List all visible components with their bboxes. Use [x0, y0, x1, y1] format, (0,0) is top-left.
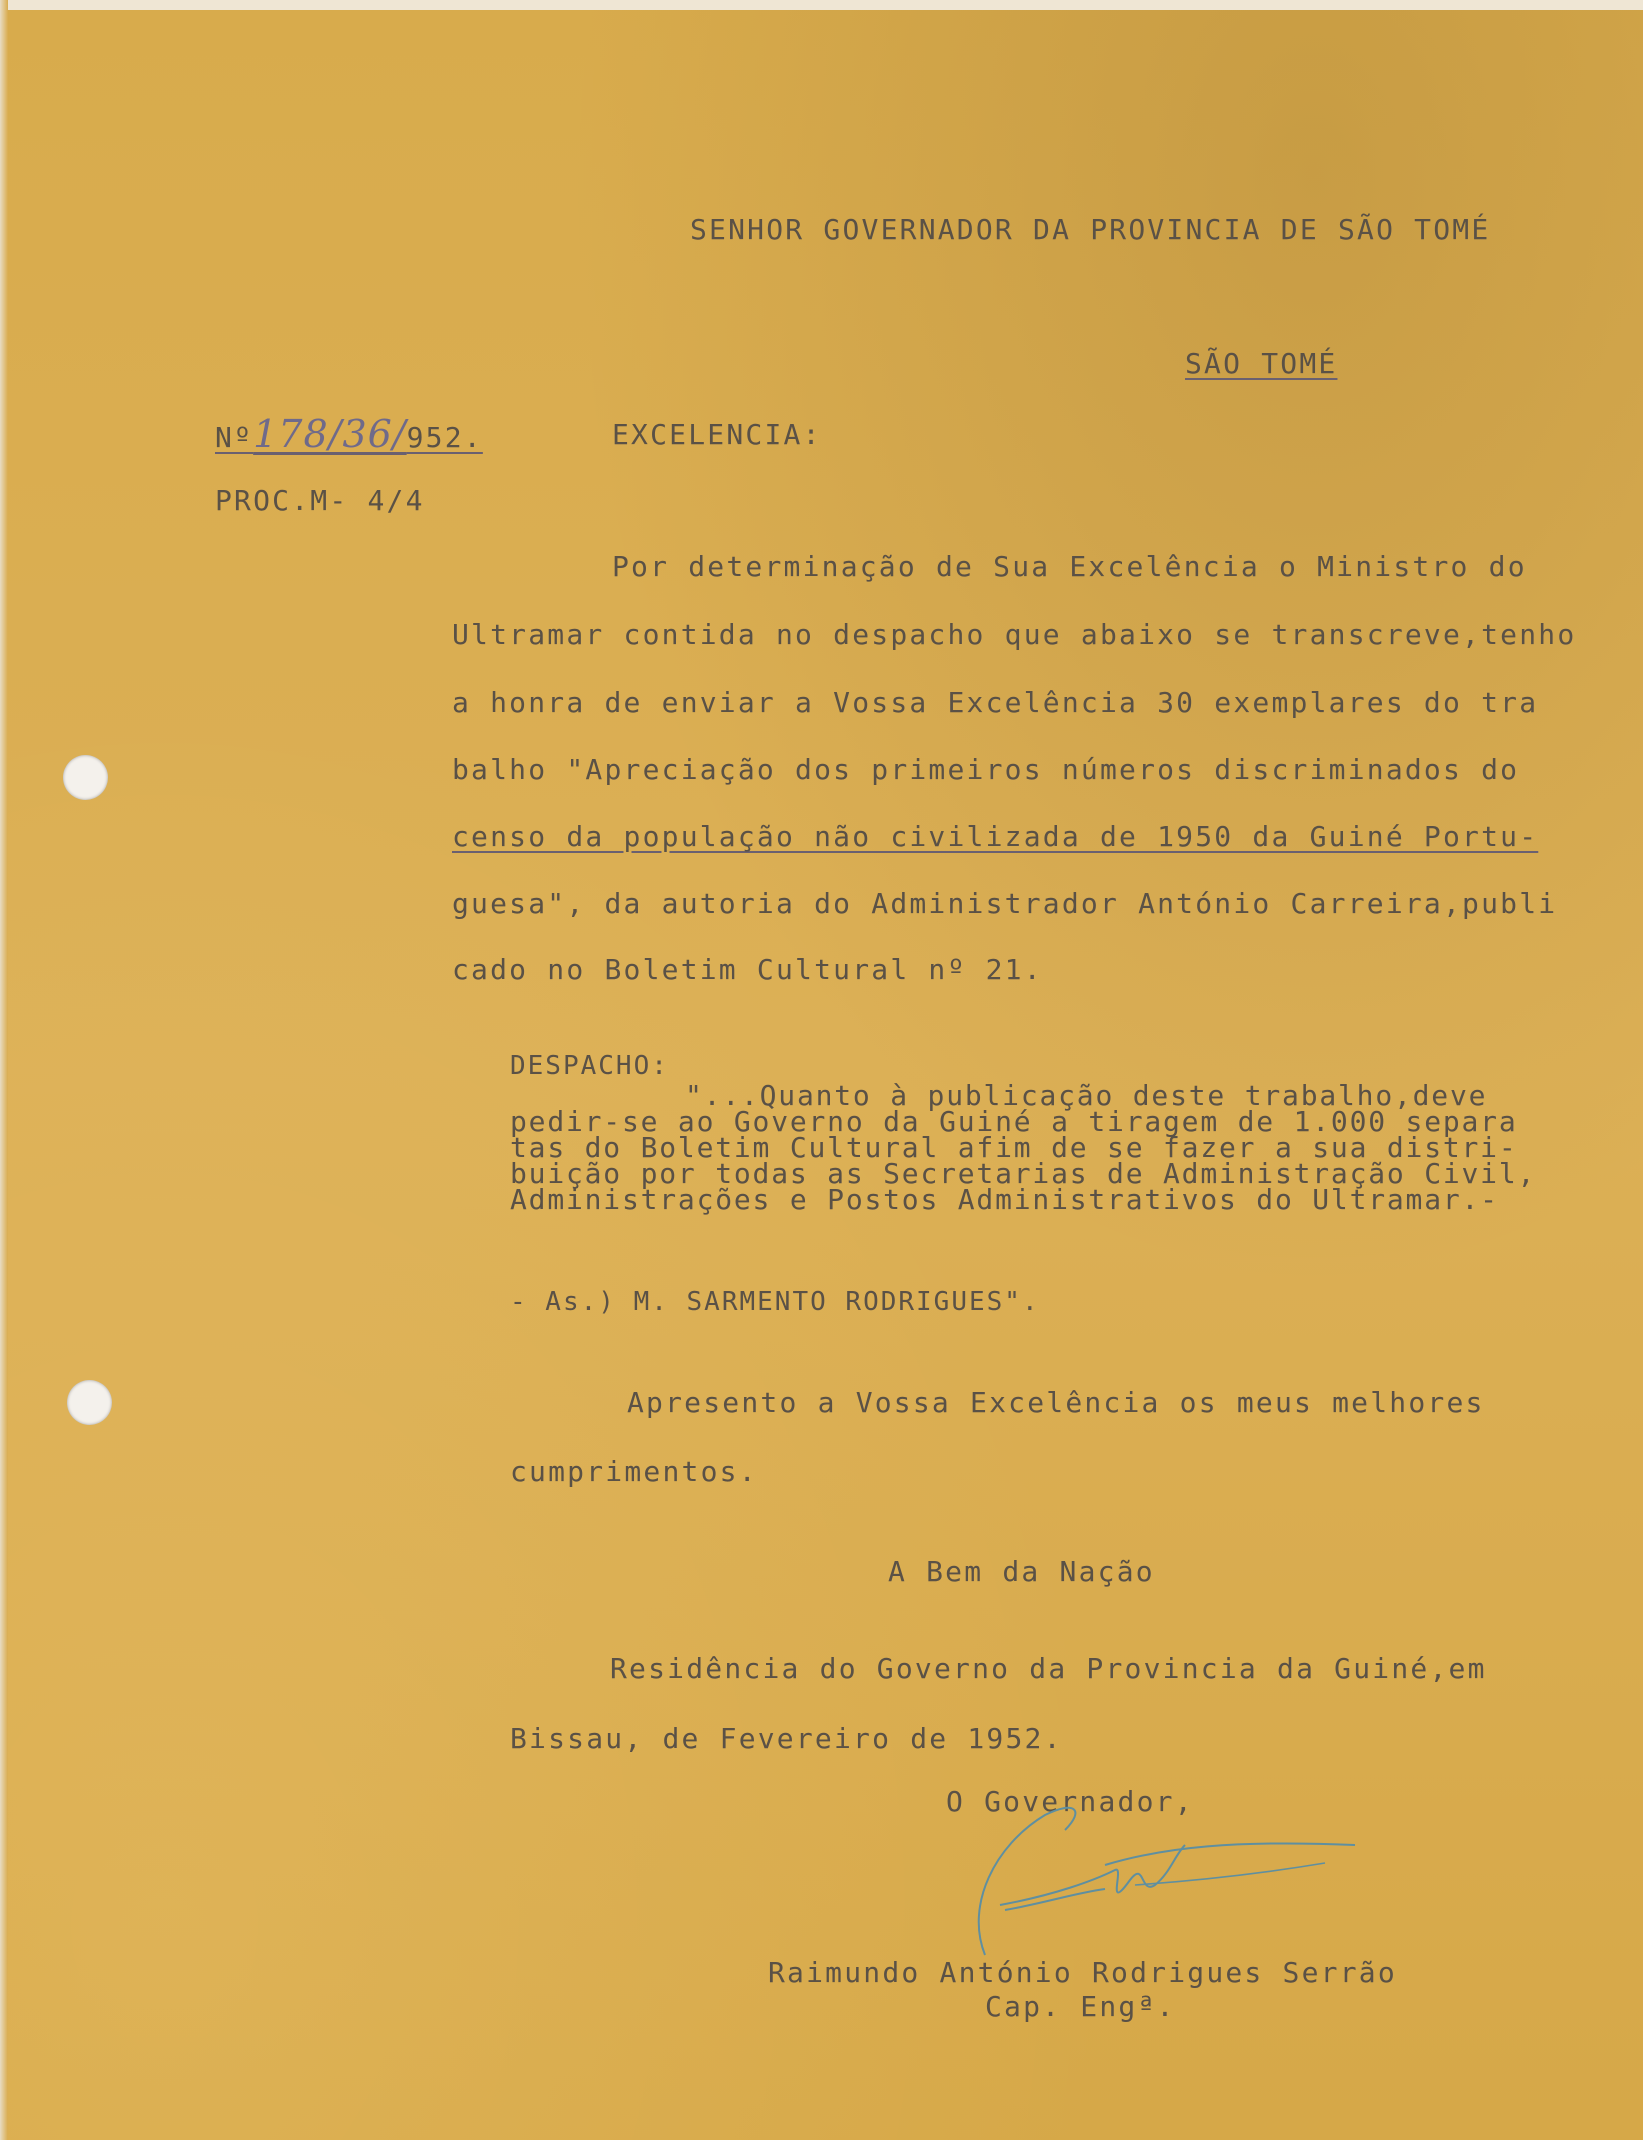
despacho-line-4: buição por todas as Secretarias de Administração Civil,	[510, 1157, 1537, 1190]
despacho-label: DESPACHO:	[510, 1051, 669, 1081]
despacho-line-3: tas do Boletim Cultural afim de se fazer a sua distri-	[510, 1131, 1518, 1164]
motto: A Bem da Nação	[888, 1555, 1155, 1588]
reference-number-handwritten: 178/36/	[253, 412, 407, 456]
salutation: EXCELENCIA:	[612, 418, 822, 451]
body-line-2: Ultramar contida no despacho que abaixo se transcreve,tenho	[452, 618, 1577, 651]
despacho-line-1: "...Quanto à publicação deste trabalho,deve	[685, 1079, 1488, 1112]
signatory-rank: Cap. Engª.	[985, 1990, 1176, 2023]
body-line-3: a honra de enviar a Vossa Excelência 30 exemplares do tra	[452, 686, 1539, 719]
despacho-signed: - As.) M. SARMENTO RODRIGUES".	[510, 1287, 1040, 1317]
reference-number-year: 952.	[406, 421, 483, 454]
addressee-place: SÃO TOMÉ	[1185, 347, 1338, 380]
despacho-line-5: Administrações e Postos Administrativos do Ultramar.-	[510, 1183, 1499, 1216]
punch-hole-top	[63, 755, 108, 800]
body-line-1: Por determinação de Sua Excelência o Ministro do	[612, 550, 1527, 583]
body-line-6: guesa", da autoria do Administrador António Carreira,publi	[452, 887, 1558, 920]
punch-hole-bottom	[67, 1380, 112, 1425]
process-reference: PROC.M- 4/4	[215, 484, 425, 517]
paper-left-edge	[0, 0, 8, 2140]
body-line-4: balho "Apreciação dos primeiros números discriminados do	[452, 753, 1520, 786]
reference-number	[215, 412, 483, 456]
body-line-7: cado no Boletim Cultural nº 21.	[452, 953, 1043, 986]
closing-line-2: cumprimentos.	[510, 1455, 758, 1488]
closing-line-1: Apresento a Vossa Excelência os meus melhores	[627, 1386, 1485, 1419]
despacho-text	[510, 1079, 1537, 1216]
despacho-line-2: pedir-se ao Governo da Guiné a tiragem de 1.000 separa	[510, 1105, 1518, 1138]
signatory-name: Raimundo António Rodrigues Serrão	[768, 1956, 1397, 1989]
reference-number-prefix: Nº	[215, 421, 254, 454]
signature-title: O Governador,	[946, 1785, 1194, 1818]
addressee-line: SENHOR GOVERNADOR DA PROVINCIA DE SÃO TOMÉ	[690, 213, 1491, 246]
place-date-line-2: Bissau, de Fevereiro de 1952.	[510, 1722, 1063, 1755]
handwritten-signature	[905, 1785, 1365, 1975]
paper-top-edge	[0, 0, 1643, 10]
body-line-5: censo da população não civilizada de 1950 da Guiné Portu-	[452, 820, 1539, 853]
place-date-line-1: Residência do Governo da Provincia da Guiné,em	[610, 1652, 1487, 1685]
